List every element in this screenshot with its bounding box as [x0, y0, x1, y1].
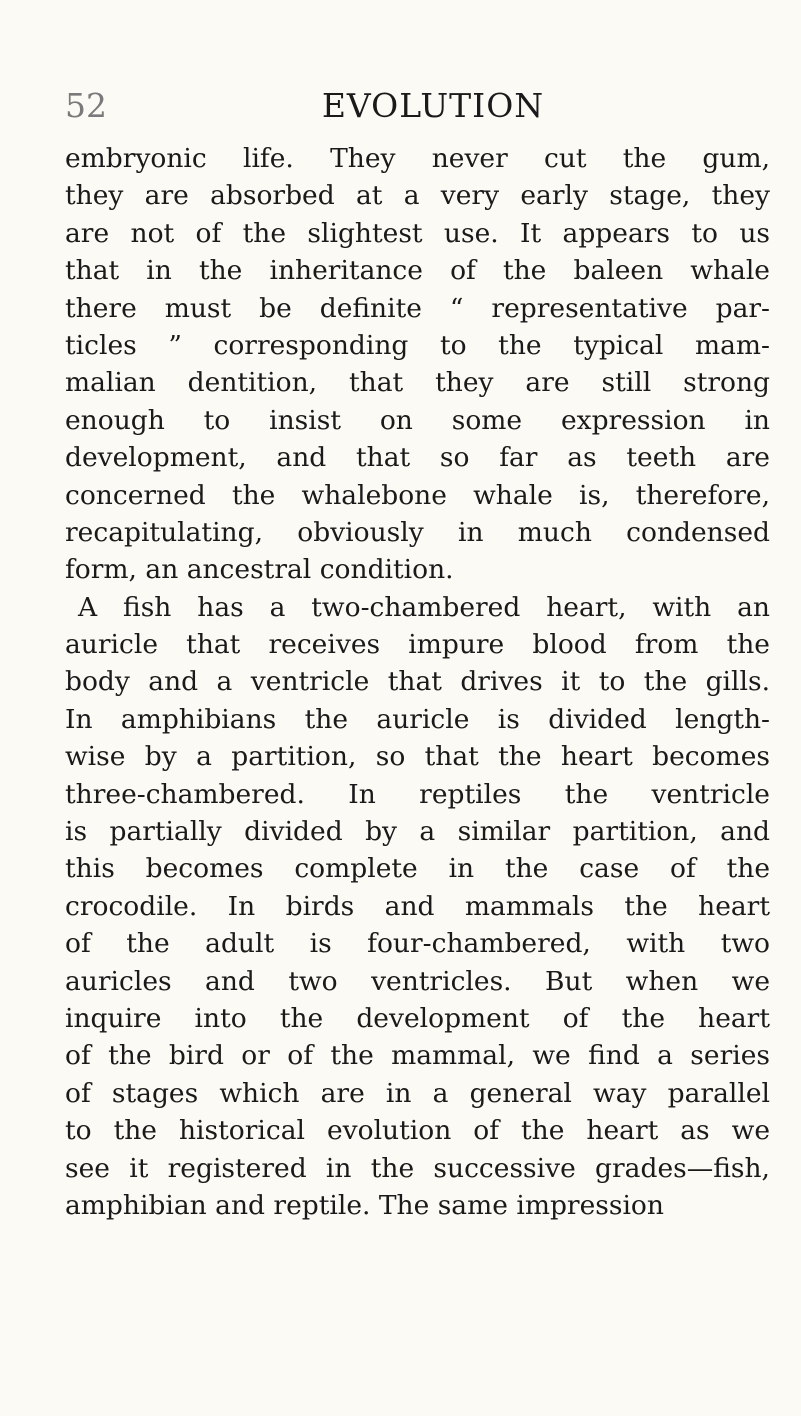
- text-line: concerned the whalebone whale is, therefore,: [65, 479, 770, 511]
- text-line: enough to insist on some expression in: [65, 404, 770, 436]
- page-number: 52: [65, 86, 107, 125]
- text-line: inquire into the development of the heart: [65, 1002, 770, 1034]
- text-line: of the bird or of the mammal, we find a series: [65, 1040, 770, 1072]
- running-title: EVOLUTION: [321, 86, 545, 125]
- text-line: of the adult is four-chambered, with two: [65, 928, 770, 960]
- text-line: of stages which are in a general way parallel: [65, 1077, 770, 1109]
- text-line: auricles and two ventricles. But when we: [65, 965, 770, 997]
- text-line: embryonic life. They never cut the gum,: [65, 143, 770, 174]
- text-line: to the historical evolution of the heart as we: [65, 1115, 770, 1147]
- text-line: this becomes complete in the case of the: [65, 853, 770, 885]
- text-line: is partially divided by a similar partition, and: [65, 816, 770, 848]
- text-line: malian dentition, that they are still strong: [65, 367, 770, 399]
- text-line: wise by a partition, so that the heart becomes: [65, 741, 770, 773]
- text-line: that in the inheritance of the baleen whale: [65, 255, 770, 287]
- text-line: auricle that receives impure blood from the: [65, 629, 770, 661]
- body-text: [65, 140, 770, 1224]
- text-line: development, and that so far as teeth are: [65, 442, 770, 474]
- text-line: body and a ventricle that drives it to the gills.: [65, 666, 770, 698]
- text-line: ticles ” corresponding to the typical mam-: [65, 329, 770, 361]
- text-line: three-chambered. In reptiles the ventricle: [65, 778, 770, 810]
- text-line: there must be definite “ representative par-: [65, 292, 770, 324]
- text-line: they are absorbed at a very early stage, they: [65, 180, 770, 212]
- paragraph-end-line: form, an ancestral condition.: [65, 554, 454, 586]
- text-line: see it registered in the successive grades—fish,: [65, 1152, 770, 1184]
- text-line: recapitulating, obviously in much condensed: [65, 516, 770, 548]
- running-head: [65, 86, 761, 126]
- text-line: amphibian and reptile. The same impression: [65, 1189, 664, 1221]
- paragraph-start-line: A fish has a two-chambered heart, with an: [78, 591, 770, 623]
- text-line: In amphibians the auricle is divided length-: [65, 703, 770, 735]
- text-line: are not of the slightest use. It appears to us: [65, 217, 770, 249]
- text-line: crocodile. In birds and mammals the heart: [65, 890, 770, 922]
